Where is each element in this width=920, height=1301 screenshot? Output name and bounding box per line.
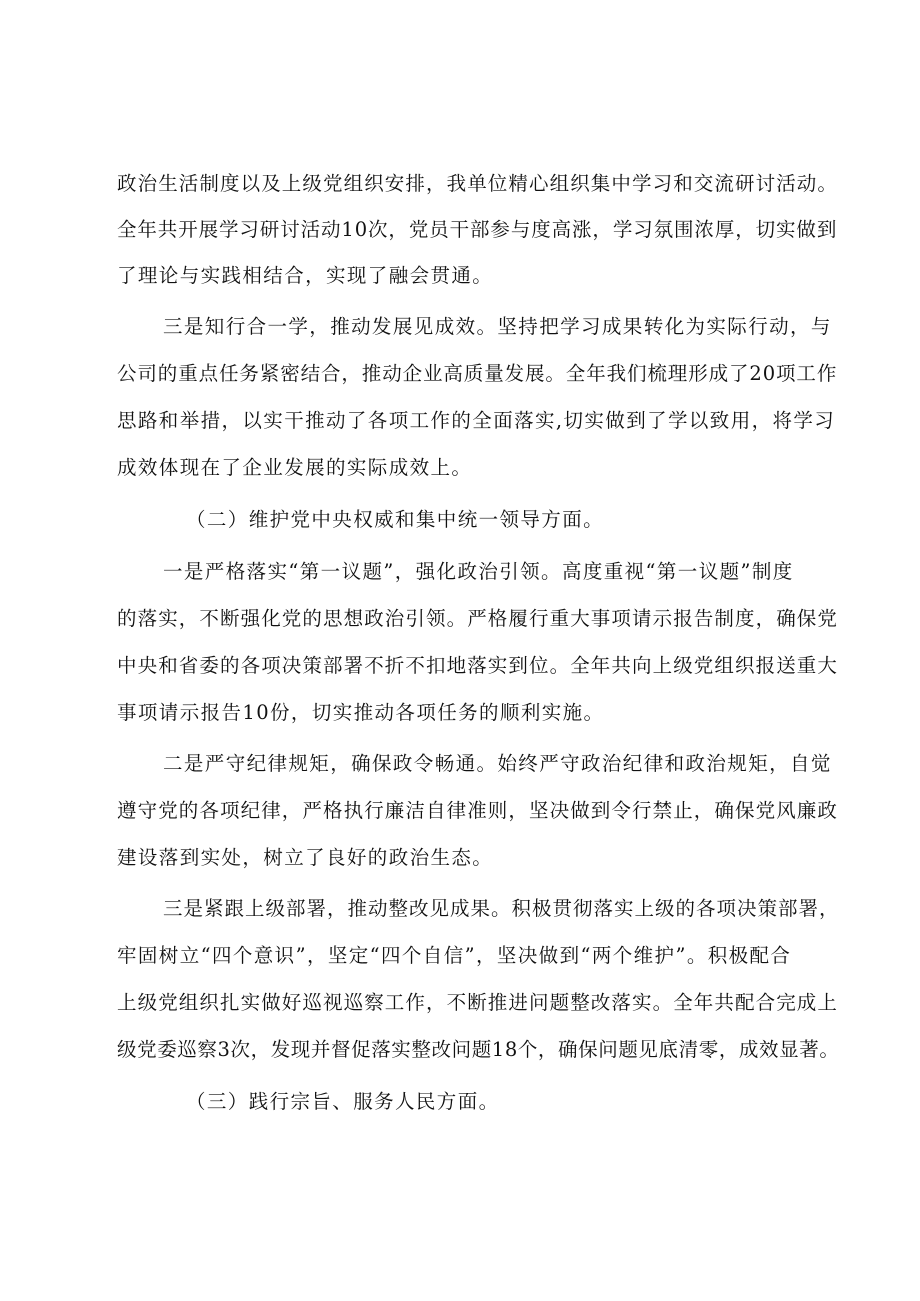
text-line: 事项请示报告10份，切实推动各项任务的顺利实施。 [117, 701, 605, 724]
text-line: 全年共开展学习研讨活动10次，党员干部参与度高涨，学习氛围浓厚，切实做到 [117, 218, 838, 241]
text-line: 建设落到实处，树立了良好的政治生态。 [117, 846, 494, 869]
text-line: 上级党组织扎实做好巡视巡察工作，不断推进问题整改落实。全年共配合完成上 [117, 991, 839, 1014]
text-line: 一是严格落实“第一议题”，强化政治引领。高度重视“第一议题”制度 [163, 560, 794, 583]
text-line: 三是紧跟上级部署，推动整改见成果。积极贯彻落实上级的各项决策部署， [163, 897, 840, 920]
text-line: 三是知行合一学，推动发展见成效。坚持把学习成果转化为实际行动，与 [163, 315, 832, 338]
section-heading: （三）践行宗旨、服务人民方面。 [186, 1090, 500, 1113]
text-line: 级党委巡察3次，发现并督促落实整改问题18个，确保问题见底清零，成效显著。 [117, 1038, 840, 1061]
text-line: 牢固树立“四个意识”，坚定“四个自信”，坚决做到“两个维护”。积极配合 [117, 944, 792, 967]
text-line: 二是严守纪律规矩，确保政令畅通。始终严守政治纪律和政治规矩，自觉 [163, 752, 832, 775]
text-line: 政治生活制度以及上级党组织安排，我单位精心组织集中学习和交流研讨活动。 [117, 172, 839, 195]
text-line: 了理论与实践相结合，实现了融会贯通。 [117, 264, 494, 287]
text-line: 公司的重点任务紧密结合，推动企业高质量发展。全年我们梳理形成了20项工作 [117, 362, 838, 385]
text-line: 中央和省委的各项决策部署不折不扣地落实到位。全年共向上级党组织报送重大 [117, 654, 839, 677]
section-heading: （二）维护党中央权威和集中统一领导方面。 [186, 508, 605, 531]
text-line: 遵守党的各项纪律，严格执行廉洁自律准则，坚决做到令行禁止，确保党风廉政 [117, 799, 839, 822]
text-line: 的落实，不断强化党的思想政治引领。严格履行重大事项请示报告制度，确保党 [117, 607, 839, 630]
text-line: 思路和举措，以实干推动了各项工作的全面落实,切实做到了学以致用，将学习 [117, 409, 836, 432]
text-line: 成效体现在了企业发展的实际成效上。 [117, 456, 473, 479]
